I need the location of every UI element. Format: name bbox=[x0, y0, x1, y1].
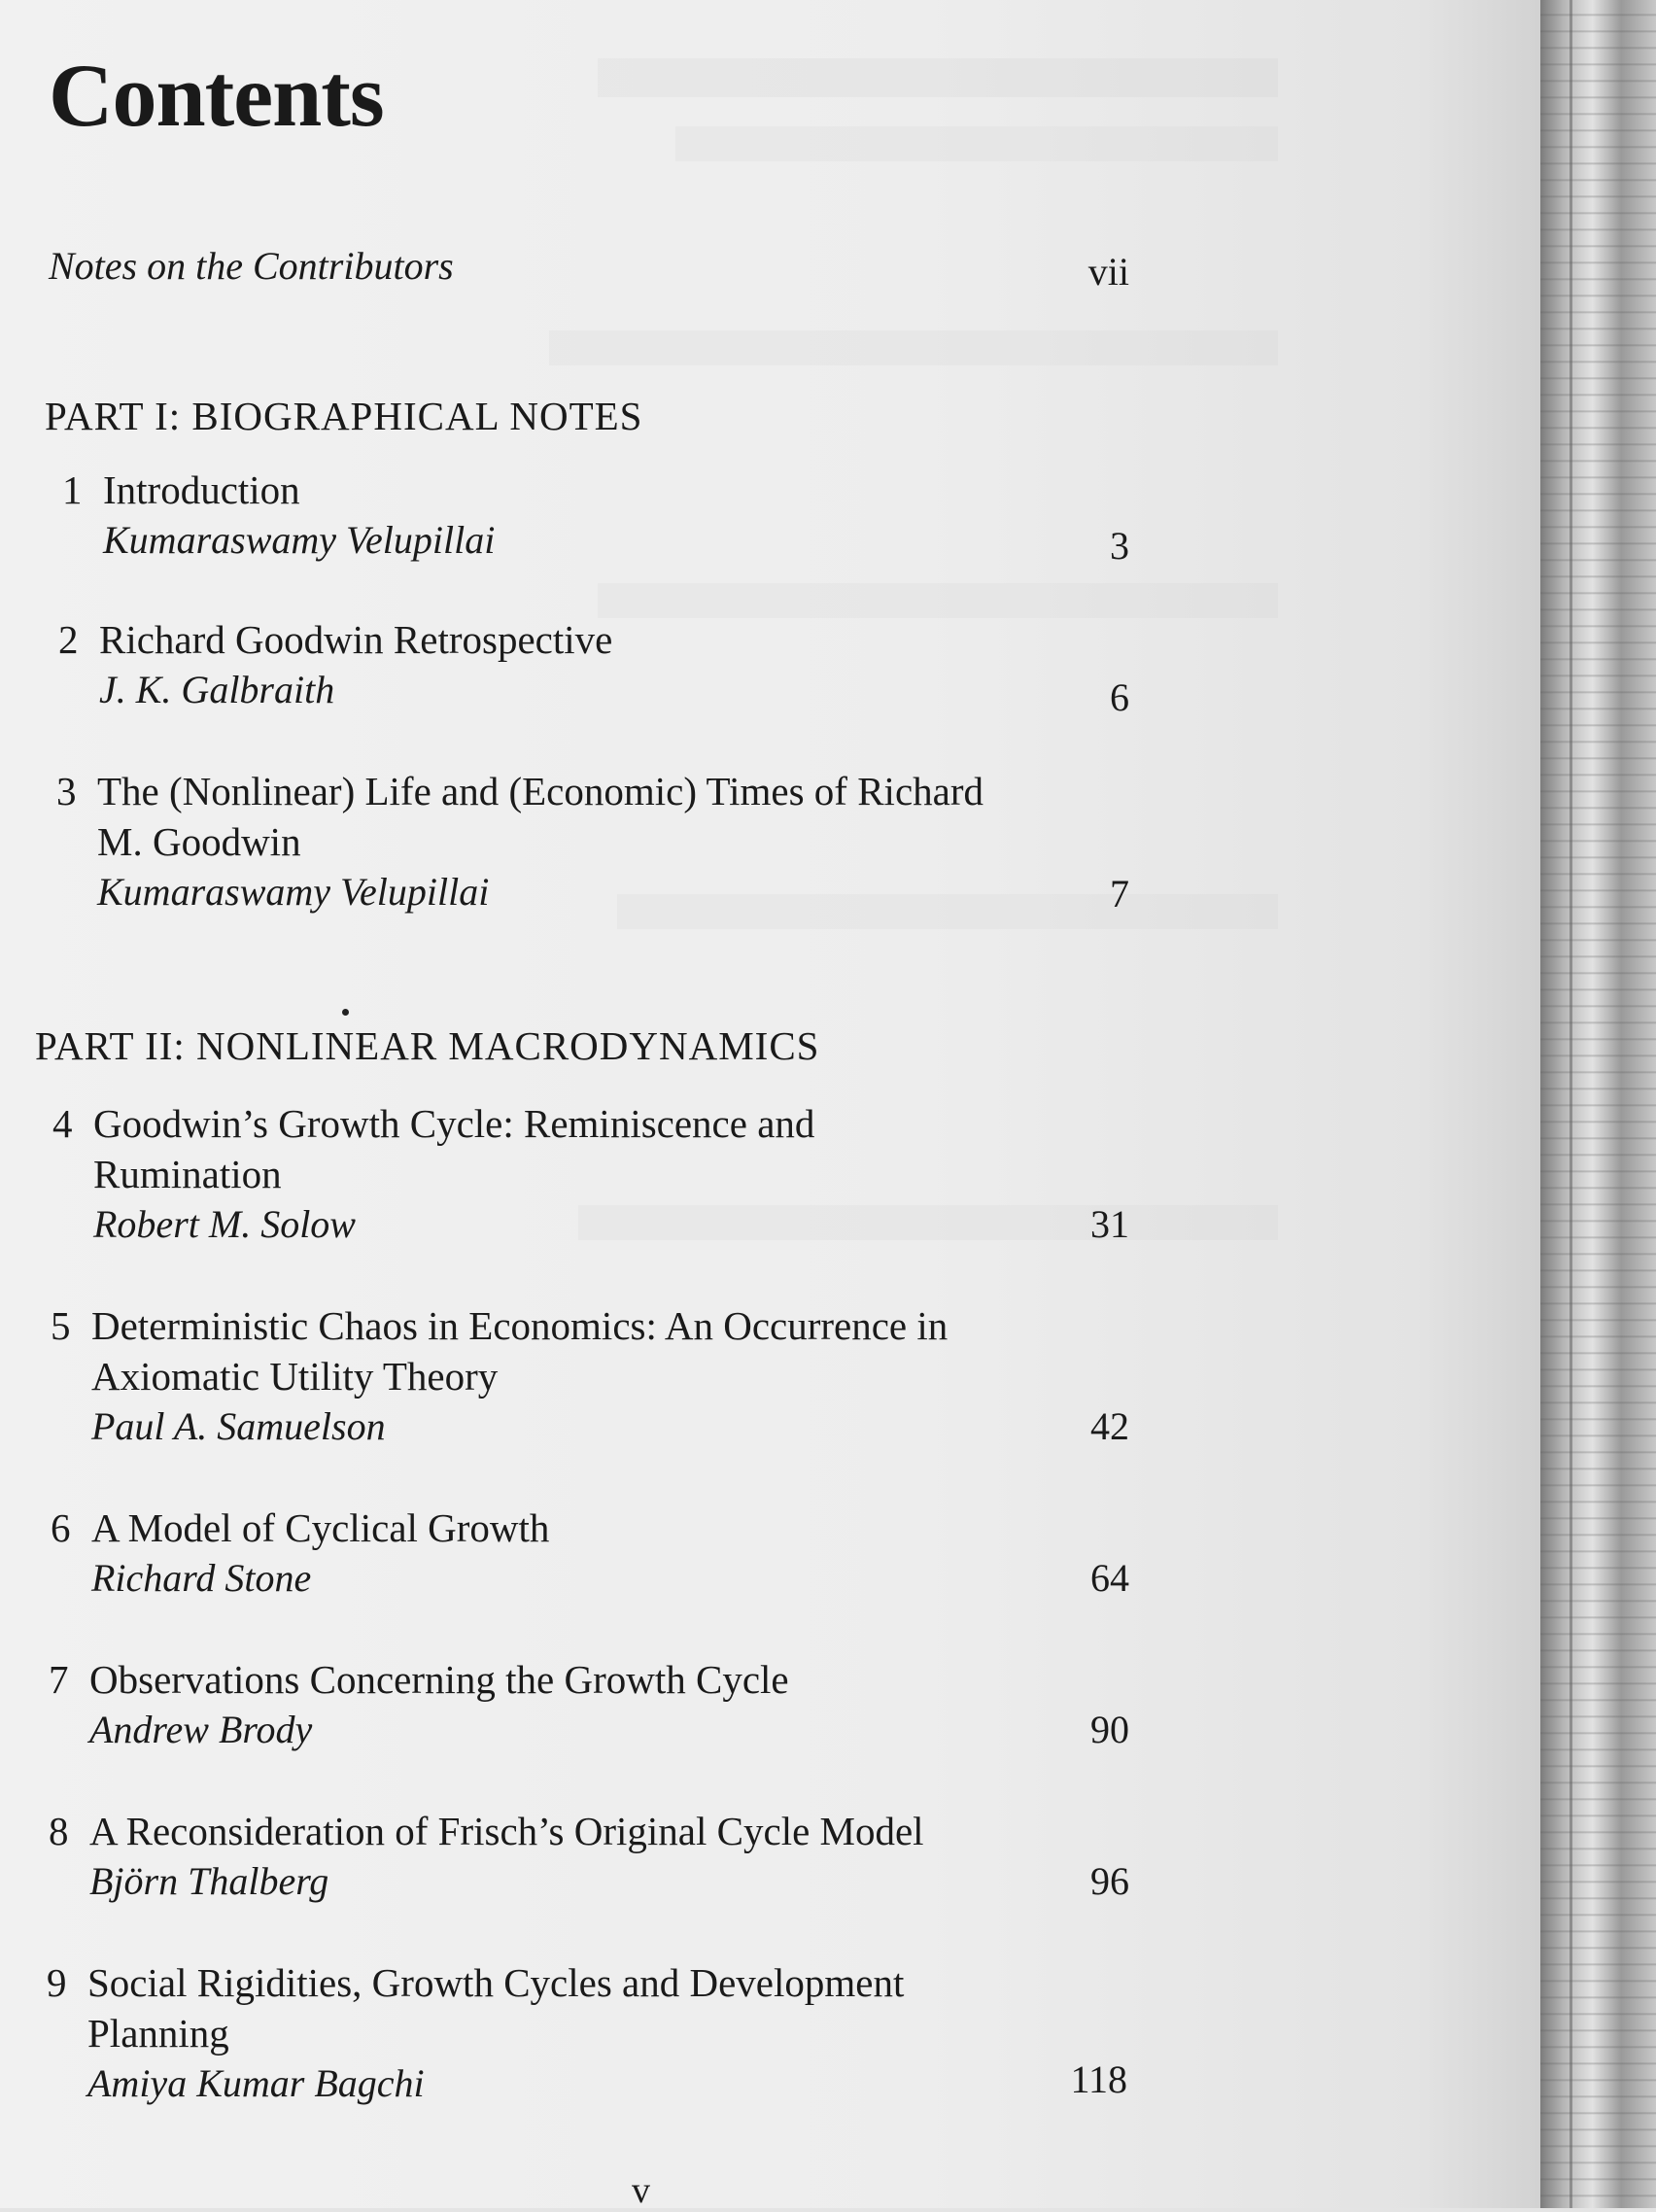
chapter-author: Paul A. Samuelson bbox=[91, 1404, 386, 1448]
chapter-title-continued: Rumination bbox=[93, 1152, 282, 1196]
page-folio: v bbox=[632, 2170, 650, 2211]
chapter-title: The (Nonlinear) Life and (Economic) Times of Richard bbox=[97, 769, 983, 813]
chapter-page: 42 bbox=[1090, 1404, 1129, 1448]
front-matter-label: Notes on the Contributors bbox=[49, 244, 454, 288]
chapter-number: 7 bbox=[49, 1657, 69, 1702]
chapter-author: J. K. Galbraith bbox=[99, 668, 335, 711]
chapter-page: 96 bbox=[1090, 1859, 1129, 1903]
chapter-number: 8 bbox=[49, 1809, 69, 1853]
part-heading-1: PART I: BIOGRAPHICAL NOTES bbox=[45, 394, 643, 438]
page-title: Contents bbox=[49, 46, 384, 145]
chapter-number: 4 bbox=[52, 1101, 73, 1146]
chapter-author: Richard Stone bbox=[91, 1556, 312, 1600]
chapter-author: Björn Thalberg bbox=[89, 1859, 329, 1903]
part-heading-2: PART II: NONLINEAR MACRODYNAMICS bbox=[35, 1023, 820, 1068]
chapter-title-continued: Planning bbox=[87, 2011, 229, 2056]
toc-entry-3 bbox=[56, 766, 983, 917]
toc-entry-9 bbox=[47, 1957, 904, 2109]
chapter-title-continued: Axiomatic Utility Theory bbox=[91, 1354, 499, 1399]
chapter-title: Observations Concerning the Growth Cycle bbox=[89, 1657, 789, 1702]
book-binding bbox=[1540, 0, 1656, 2208]
toc-entry-4 bbox=[52, 1098, 814, 1250]
chapter-number: 3 bbox=[56, 769, 77, 813]
chapter-title: A Reconsideration of Frisch’s Original Cycle Model bbox=[89, 1809, 924, 1853]
chapter-author: Andrew Brody bbox=[89, 1708, 313, 1751]
chapter-page: 118 bbox=[1070, 2057, 1127, 2101]
ink-speck bbox=[342, 1009, 349, 1016]
toc-entry-6 bbox=[51, 1503, 549, 1604]
chapter-title-continued: M. Goodwin bbox=[97, 819, 301, 864]
binding-edge bbox=[1570, 0, 1572, 2208]
chapter-title: Goodwin’s Growth Cycle: Reminiscence and bbox=[93, 1101, 815, 1146]
chapter-author: Kumaraswamy Velupillai bbox=[103, 518, 496, 562]
chapter-author: Amiya Kumar Bagchi bbox=[87, 2061, 425, 2105]
front-matter-page: vii bbox=[1087, 250, 1129, 294]
chapter-page: 3 bbox=[1110, 524, 1129, 568]
chapter-title: Introduction bbox=[103, 467, 300, 512]
chapter-page: 7 bbox=[1110, 872, 1129, 916]
chapter-number: 2 bbox=[58, 617, 79, 662]
chapter-page: 64 bbox=[1090, 1556, 1129, 1600]
chapter-page: 6 bbox=[1110, 675, 1129, 719]
toc-entry-2 bbox=[58, 614, 612, 715]
chapter-author: Robert M. Solow bbox=[93, 1202, 356, 1246]
toc-entry-1 bbox=[62, 465, 495, 566]
chapter-number: 6 bbox=[51, 1505, 71, 1550]
chapter-title: A Model of Cyclical Growth bbox=[91, 1505, 550, 1550]
chapter-title: Richard Goodwin Retrospective bbox=[99, 617, 613, 662]
chapter-number: 9 bbox=[47, 1960, 67, 2005]
chapter-number: 1 bbox=[62, 467, 83, 512]
chapter-title: Social Rigidities, Growth Cycles and Development bbox=[87, 1960, 905, 2005]
chapter-page: 31 bbox=[1090, 1202, 1129, 1246]
chapter-title: Deterministic Chaos in Economics: An Occurrence in bbox=[91, 1303, 949, 1348]
chapter-page: 90 bbox=[1090, 1708, 1129, 1751]
chapter-number: 5 bbox=[51, 1303, 71, 1348]
toc-entry-8 bbox=[49, 1806, 924, 1907]
chapter-author: Kumaraswamy Velupillai bbox=[97, 870, 490, 914]
toc-entry-5 bbox=[51, 1300, 948, 1452]
toc-entry-7 bbox=[49, 1654, 789, 1755]
